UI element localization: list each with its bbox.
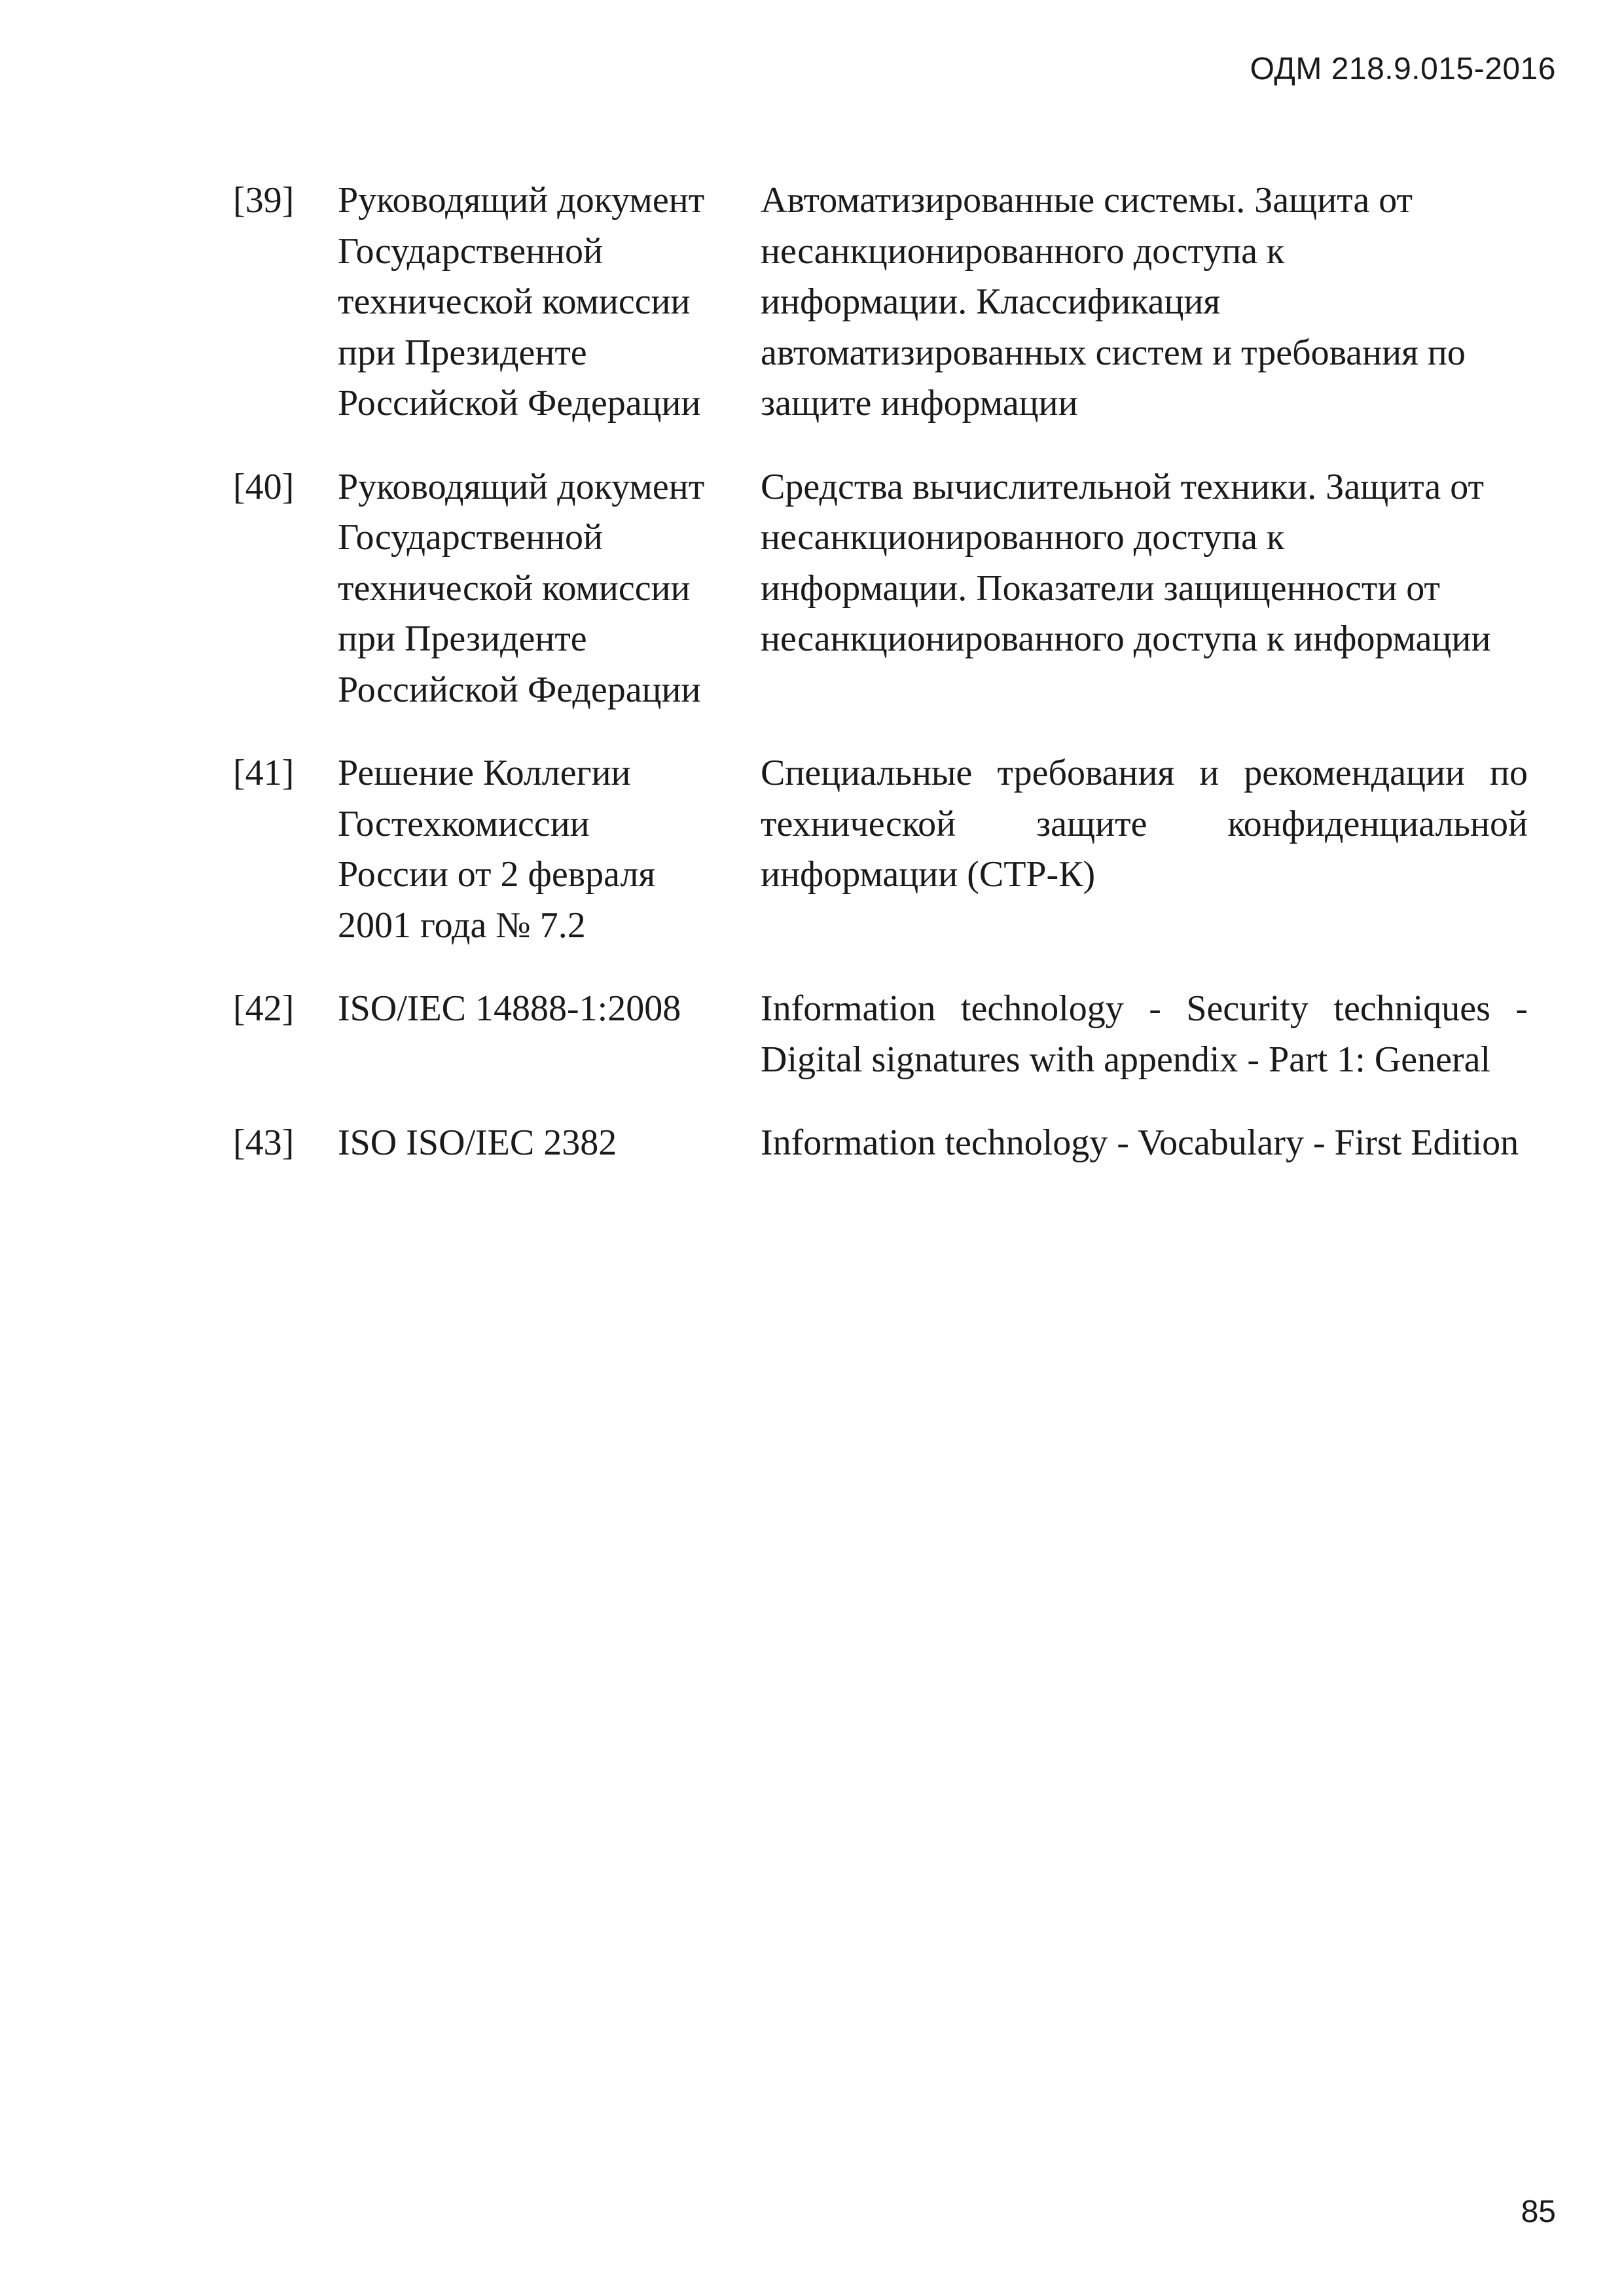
reference-item [233, 984, 1528, 1085]
reference-title: Специальные требования и рекомендации по технической защите конфиденциальной информации (СТР-К) [761, 753, 1528, 895]
reference-number: [40] [233, 466, 295, 507]
reference-source: Руководящий документ Государственной технической комиссии при Президенте Российской Федерации [338, 180, 705, 423]
reference-item [233, 175, 1528, 429]
reference-item [233, 748, 1528, 951]
reference-item [233, 1118, 1528, 1169]
reference-number: [42] [233, 988, 295, 1029]
reference-source: ISO ISO/IEC 2382 [338, 1122, 617, 1163]
reference-source: Руководящий документ Государственной технической комиссии при Президенте Российской Федерации [338, 466, 705, 710]
document-code: ОДМ 218.9.015-2016 [1250, 52, 1556, 86]
reference-number: [43] [233, 1122, 295, 1163]
reference-source: Решение Коллегии Гостехкомиссии России от 2 февраля 2001 года № 7.2 [338, 753, 656, 946]
reference-title: Средства вычислительной техники. Защита от несанкционированного доступа к информации. Показатели защищенности от несанкционированного доступа к информации [761, 466, 1491, 659]
reference-item [233, 462, 1528, 716]
reference-number: [41] [233, 753, 295, 793]
reference-title: Автоматизированные системы. Защита от несанкционированного доступа к информации. Классификация автоматизированных систем и требования по защите информации [761, 180, 1466, 423]
reference-number: [39] [233, 180, 295, 221]
reference-title: Information technology - Vocabulary - First Edition [761, 1122, 1519, 1163]
page-number: 85 [1521, 2195, 1556, 2229]
reference-list [233, 175, 1528, 1202]
reference-title: Information technology - Security techniques - Digital signatures with appendix - Part 1: General [761, 988, 1528, 1080]
reference-source: ISO/IEC 14888-1:2008 [338, 988, 681, 1029]
